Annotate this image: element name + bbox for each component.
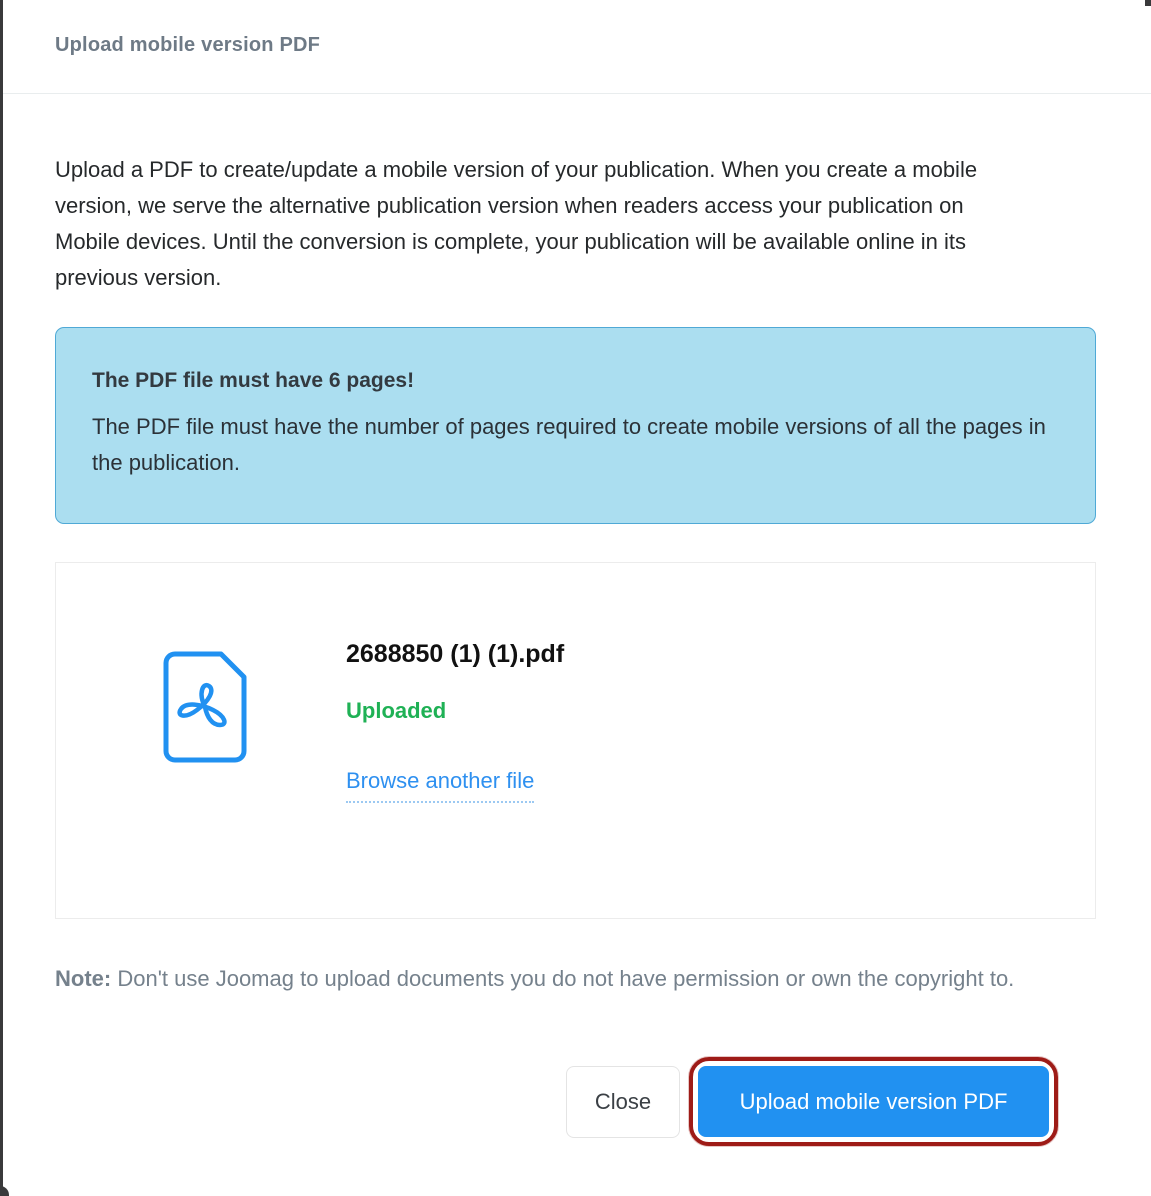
browse-another-file-link[interactable]: Browse another file	[346, 767, 534, 803]
file-name: 2688850 (1) (1).pdf	[346, 640, 565, 668]
dialog-description: Upload a PDF to create/update a mobile version of your publication. When you create a mobile version, we serve the alternative publication version when readers access your publication on Mobile devices. Until the conversion is complete, your publication will be available online in its previous version.	[55, 157, 978, 290]
close-button[interactable]: Close	[566, 1066, 680, 1138]
dialog-footer	[55, 1057, 1099, 1146]
backdrop-edge-top-right	[1145, 0, 1151, 6]
dialog-header	[3, 0, 1151, 94]
uploaded-file-card	[55, 562, 1096, 919]
upload-mobile-version-pdf-dialog	[3, 0, 1151, 1196]
annotation-red-highlight	[689, 1057, 1058, 1146]
upload-status-badge: Uploaded	[346, 698, 447, 723]
note-text: Don't use Joomag to upload documents you do not have permission or own the copyright to.	[117, 966, 1015, 991]
info-box	[55, 327, 1096, 524]
info-box-body: The PDF file must have the number of pages required to create mobile versions of all the pages in the publication.	[92, 414, 1046, 475]
dialog-body	[3, 152, 1151, 1146]
dialog-title: Upload mobile version PDF	[55, 34, 321, 56]
pdf-file-icon	[163, 651, 247, 763]
note-label: Note:	[55, 966, 112, 991]
info-box-heading: The PDF file must have 6 pages!	[92, 369, 415, 392]
upload-mobile-version-pdf-button[interactable]: Upload mobile version PDF	[698, 1066, 1049, 1137]
file-info	[346, 639, 564, 803]
backdrop-edge-left	[0, 0, 3, 1196]
copyright-note	[55, 961, 1030, 997]
